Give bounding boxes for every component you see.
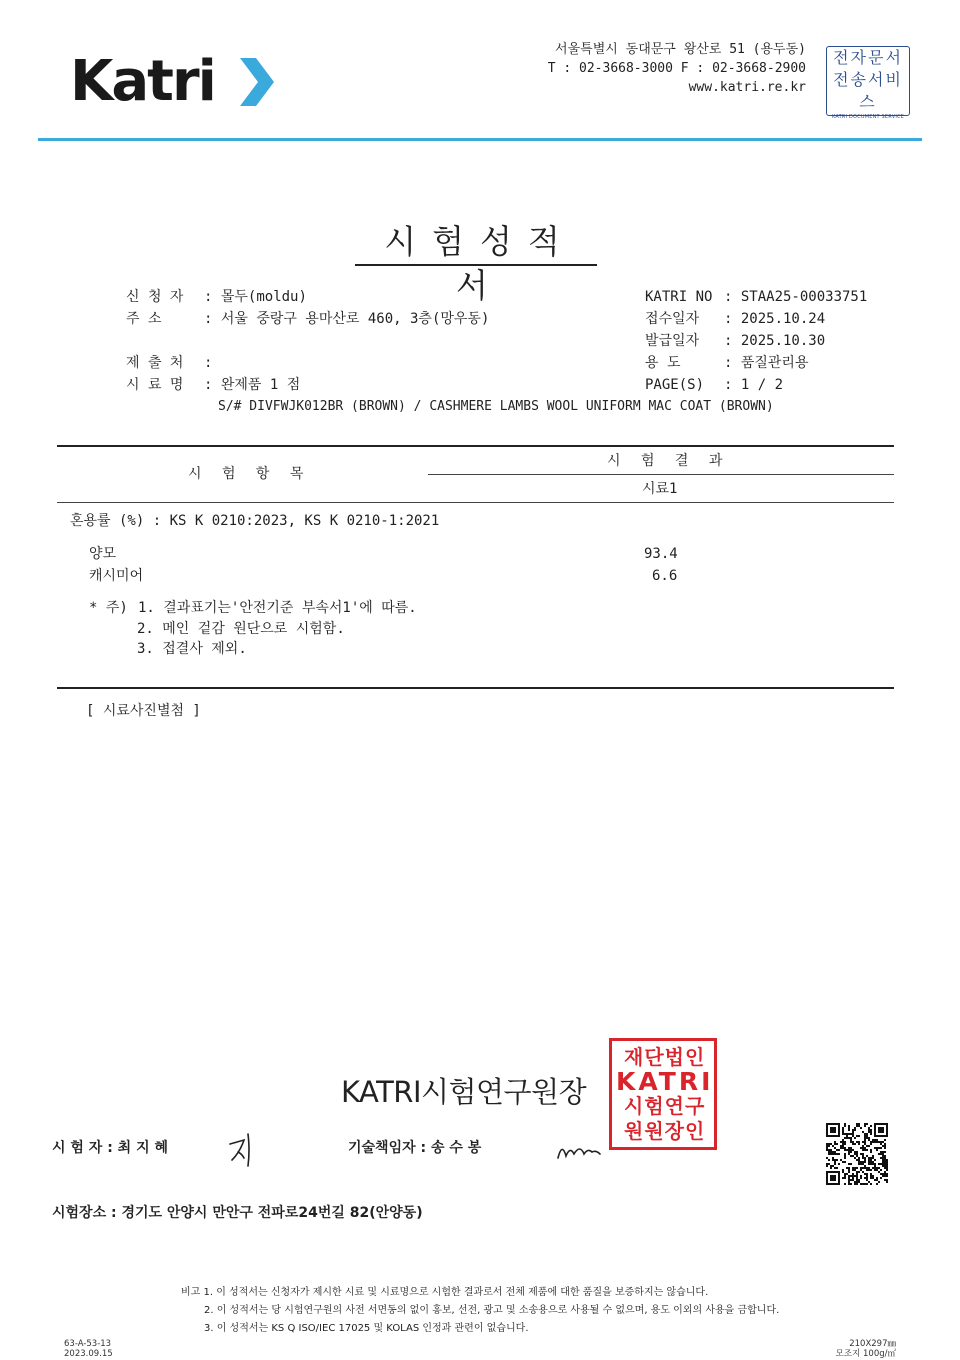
badge-line2: 전송서비스 — [833, 70, 903, 111]
row-cashmere-name: 캐시미어 — [89, 568, 144, 584]
purpose-value: : 품질관리용 — [724, 355, 809, 371]
result-header-divider — [428, 474, 894, 475]
issued-date-value: : 2025.10.30 — [724, 333, 826, 349]
row-wool-name: 양모 — [89, 546, 117, 562]
title-underline — [355, 264, 597, 266]
seal-row-1: 재단법인 — [624, 1045, 706, 1070]
sample-label: 시 료 명 — [126, 377, 184, 393]
katri-no-value: : STAA25-00033751 — [724, 289, 868, 305]
address: 서울특별시 동대문구 왕산로 51 (용두동) — [555, 42, 806, 57]
seal-row-2: KATRI — [616, 1066, 714, 1096]
purpose-label: 용 도 — [645, 355, 681, 371]
institute-name: KATRI시험연구원장 — [341, 1075, 587, 1109]
katri-logo: Katri — [70, 49, 215, 114]
website: www.katri.re.kr — [688, 80, 806, 95]
seal-row-3: 시험연구 — [624, 1094, 706, 1119]
badge-line1: 전자문서 — [833, 48, 903, 67]
applicant-label: 신 청 자 — [126, 289, 184, 305]
tech-manager-signature — [554, 1136, 602, 1164]
photo-attachment-note: [ 시료사진별첨 ] — [86, 703, 201, 719]
qr-code — [826, 1123, 890, 1189]
paper-type: 모조지 100g/㎡ — [835, 1349, 896, 1359]
tester-signature — [226, 1130, 256, 1170]
badge-line3: KATRI DOCUMENT SERVICE — [831, 114, 905, 120]
received-date-value: : 2025.10.24 — [724, 311, 826, 327]
tester-label: 시 험 자 : 최 지 혜 — [52, 1140, 168, 1156]
sample1-header: 시료1 — [642, 481, 678, 497]
submitter-value: : — [204, 355, 213, 371]
paper-size: 210X297㎜ — [849, 1339, 896, 1349]
note-1: 1. 결과표기는'안전기준 부속서1'에 따름. — [138, 600, 417, 616]
test-location: 시험장소 : 경기도 안양시 만안구 전파로24번길 82(안양동) — [52, 1205, 423, 1221]
phone-fax: T : 02-3668-3000 F : 02-3668-2900 — [547, 61, 806, 76]
test-result-header: 시 험 결 과 — [607, 453, 729, 469]
header-divider — [38, 138, 922, 141]
applicant-value: : 몰두(moldu) — [204, 289, 307, 305]
submitter-label: 제 출 처 — [126, 355, 184, 371]
pages-value: : 1 / 2 — [724, 377, 784, 393]
sample-detail: S/# DIVFWJK012BR (BROWN) / CASHMERE LAMBS WOOL UNIFORM MAC COAT (BROWN) — [218, 399, 774, 414]
tech-manager-label: 기술책임자 : 송 수 봉 — [348, 1140, 482, 1156]
footer-note-1: 비고 1. 이 성적서는 신청자가 제시한 시료 및 시료명으로 시험한 결과로서 전체 제품에 대한 품질을 보증하지는 않습니다. — [181, 1287, 709, 1298]
row-wool-value: 93.4 — [644, 546, 678, 562]
page-title: 시험성적서 — [384, 222, 576, 305]
address-label: 주 소 — [126, 311, 162, 327]
address-value: : 서울 중랑구 용마산로 460, 3층(망우동) — [204, 311, 490, 327]
note-3: 3. 접결사 제외. — [137, 641, 247, 657]
footer-note-3: 3. 이 성적서는 KS Q ISO/IEC 17025 및 KOLAS 인정과 관련이 없습니다. — [204, 1323, 529, 1334]
test-item-header: 시 험 항 목 — [188, 466, 310, 482]
table-bottom-rule — [57, 687, 894, 689]
issued-date-label: 발급일자 — [645, 333, 700, 349]
chevron-right-icon — [236, 56, 276, 108]
e-document-badge — [826, 46, 910, 120]
notes-prefix: * 주) — [89, 600, 128, 616]
footer-note-2: 2. 이 성적서는 당 시험연구원의 사전 서면동의 없이 홍보, 선전, 광고 및 소송용으로 사용될 수 없으며, 용도 이외의 사용을 금합니다. — [204, 1305, 780, 1316]
test-method: 혼용률 (%) : KS K 0210:2023, KS K 0210-1:2021 — [70, 513, 440, 529]
pages-label: PAGE(S) — [645, 377, 705, 393]
row-cashmere-value: 6.6 — [652, 568, 678, 584]
header-bottom-rule — [57, 502, 894, 503]
table-top-rule — [57, 445, 894, 447]
official-seal — [609, 1038, 717, 1150]
note-2: 2. 메인 겉감 원단으로 시험함. — [137, 621, 345, 637]
received-date-label: 접수일자 — [645, 311, 700, 327]
seal-row-4: 원원장인 — [624, 1118, 706, 1143]
form-date: 2023.09.15 — [64, 1349, 113, 1359]
contact-info — [548, 40, 806, 97]
sample-value: : 완제품 1 점 — [204, 377, 301, 393]
form-code: 63-A-53-13 — [64, 1339, 112, 1349]
katri-no-label: KATRI NO — [645, 289, 713, 305]
